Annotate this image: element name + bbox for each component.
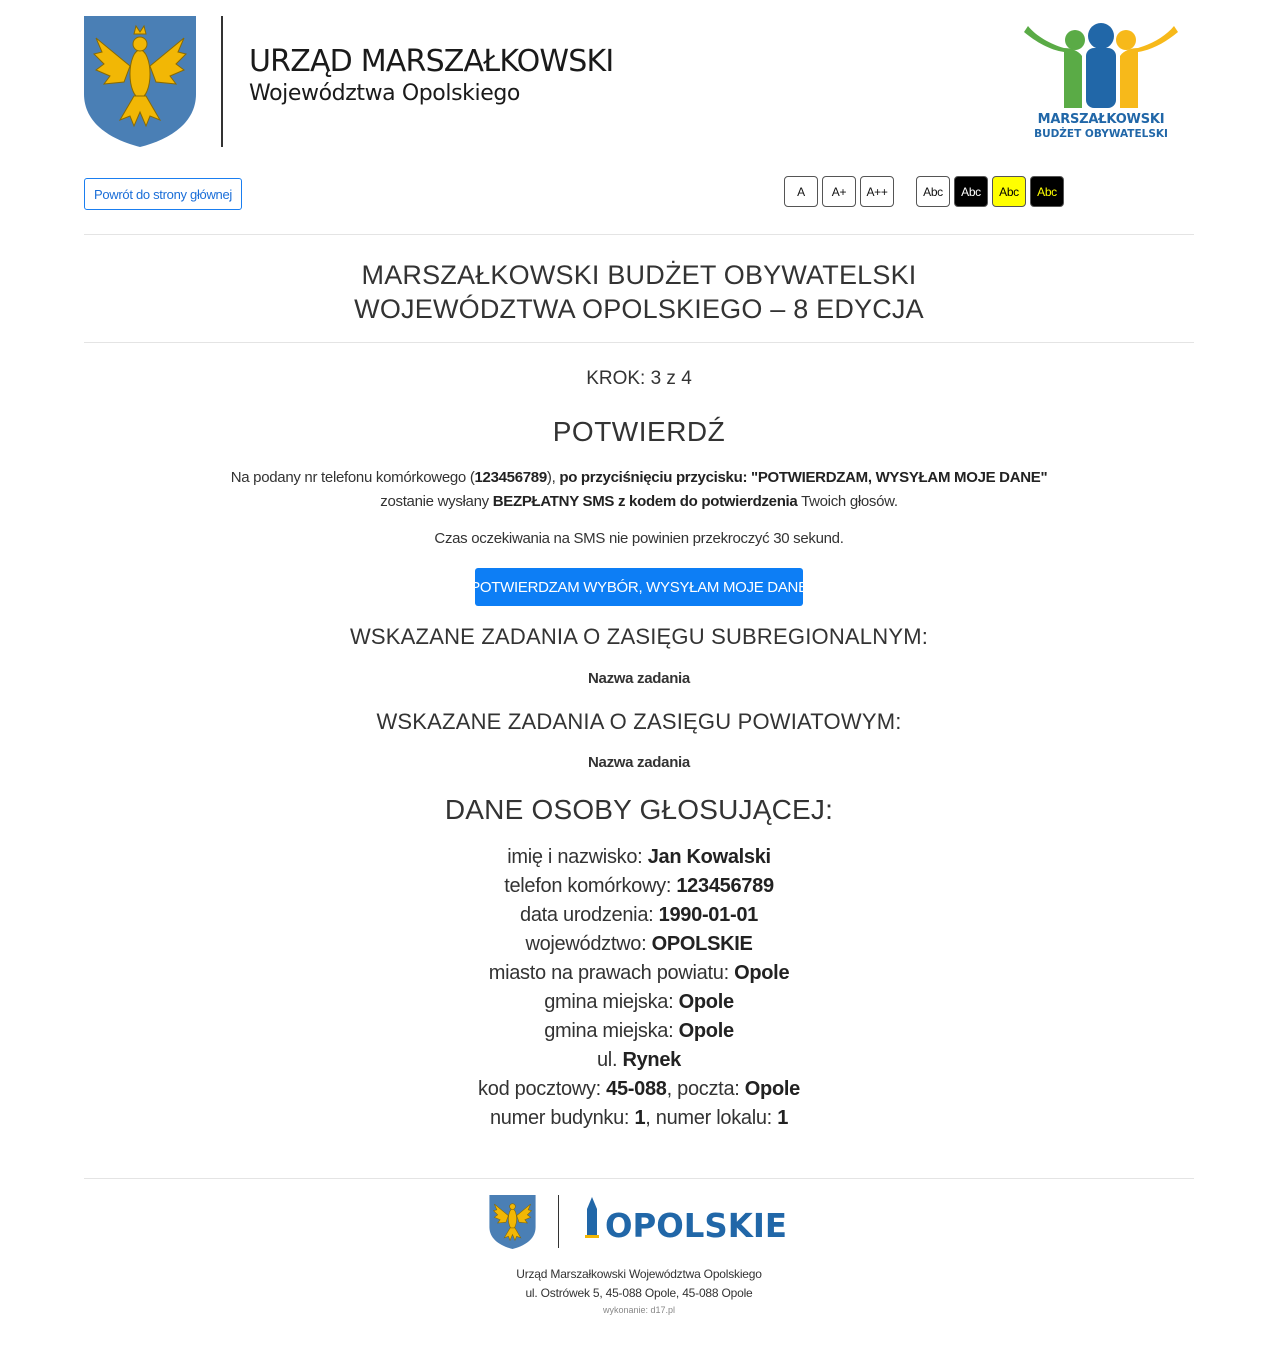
footer-address xyxy=(84,1265,1194,1303)
mbo-people-icon xyxy=(1020,22,1182,108)
confirm-heading: POTWIERDŹ xyxy=(552,416,726,447)
voter-gmina-row: gmina miejska: Opole xyxy=(544,991,734,1013)
footer-credit-link[interactable]: wykonanie: d17.pl xyxy=(602,1305,676,1315)
voter-street-row: ul. Rynek xyxy=(596,1049,681,1071)
office-logo xyxy=(84,16,644,147)
contrast-yellow-black-button[interactable]: Abc xyxy=(992,176,1026,207)
divider xyxy=(84,342,1194,343)
opole-coat-of-arms-icon xyxy=(489,1195,536,1249)
footer-address-line1: Urząd Marszałkowski Województwa Opolskiego xyxy=(516,1267,762,1281)
office-title: URZĄD MARSZAŁKOWSKI xyxy=(249,44,614,79)
confirm-send-data-button[interactable]: POTWIERDZAM WYBÓR, WYSYŁAM MOJE DANE xyxy=(475,568,803,606)
page-title xyxy=(84,258,1194,326)
contrast-black-yellow-button[interactable]: Abc xyxy=(1030,176,1064,207)
voter-name-row: imię i nazwisko: Jan Kowalski xyxy=(507,846,771,868)
opolskie-brand-logo xyxy=(585,1195,789,1249)
contrast-black-white-button[interactable]: Abc xyxy=(954,176,988,207)
voter-postcode-row: kod pocztowy: 45-088, poczta: Opole xyxy=(478,1078,800,1100)
voter-building-row: numer budynku: 1, numer lokalu: 1 xyxy=(489,1107,789,1129)
opolskie-brand-text: OPOLSKIE xyxy=(605,1206,787,1245)
voter-voivodeship-row: województwo: OPOLSKIE xyxy=(525,933,753,955)
office-subtitle: Województwa Opolskiego xyxy=(249,81,520,106)
county-task-name: Nazwa zadania xyxy=(588,754,690,771)
footer-address-line2: ul. Ostrówek 5, 45-088 Opole, 45-088 Opole xyxy=(525,1286,753,1300)
contrast-default-button[interactable]: Abc xyxy=(916,176,950,207)
voter-phone-row: telefon komórkowy: 123456789 xyxy=(504,875,774,897)
opole-coat-of-arms-icon xyxy=(84,16,196,147)
voter-data-heading: DANE OSOBY GŁOSUJĄCEJ: xyxy=(444,794,834,825)
sms-info-text xyxy=(84,466,1194,514)
info-text: ), xyxy=(546,469,560,486)
voter-city-row: miasto na prawach powiatu: Opole xyxy=(488,962,790,984)
page-title-line1: MARSZAŁKOWSKI BUDŻET OBYWATELSKI xyxy=(361,260,917,290)
voter-birth-row: data urodzenia: 1990-01-01 xyxy=(520,904,758,926)
mbo-logo-line2: BUDŻET OBYWATELSKI xyxy=(1034,128,1168,140)
divider xyxy=(84,234,1194,235)
footer-logo xyxy=(489,1195,789,1249)
font-size-controls xyxy=(784,176,894,207)
info-button-hint: po przyciśnięciu przycisku: "POTWIERDZAM, WYSYŁAM MOJE DANE" xyxy=(559,469,1048,486)
mbo-logo-line1: MARSZAŁKOWSKI xyxy=(1037,112,1165,127)
info-text: zostanie wysłany xyxy=(380,493,493,510)
info-free-sms: BEZPŁATNY SMS z kodem do potwierdzenia xyxy=(492,493,798,510)
mbo-logo xyxy=(1020,22,1182,142)
subregional-task-name: Nazwa zadania xyxy=(588,670,690,687)
voter-gmina-row: gmina miejska: Opole xyxy=(544,1020,734,1042)
font-size-large-button[interactable]: A+ xyxy=(822,176,856,207)
info-phone: 123456789 xyxy=(474,469,547,486)
voter-data xyxy=(84,843,1194,1133)
subregional-tasks-heading: WSKAZANE ZADANIA O ZASIĘGU SUBREGIONALNYM: xyxy=(349,624,929,649)
header-divider xyxy=(221,16,223,147)
footer-logo-divider xyxy=(558,1195,559,1248)
county-tasks-heading: WSKAZANE ZADANIA O ZASIĘGU POWIATOWYM: xyxy=(376,709,902,734)
page-title-line2: WOJEWÓDZTWA OPOLSKIEGO – 8 EDYCJA xyxy=(354,294,924,324)
font-size-xlarge-button[interactable]: A++ xyxy=(860,176,894,207)
info-text: Twoich głosów. xyxy=(797,493,898,510)
back-to-home-button[interactable]: Powrót do strony głównej xyxy=(84,178,242,210)
sms-wait-text: Czas oczekiwania na SMS nie powinien przekroczyć 30 sekund. xyxy=(434,530,844,547)
contrast-controls xyxy=(916,176,1064,207)
step-indicator: KROK: 3 z 4 xyxy=(586,368,692,389)
font-size-normal-button[interactable]: A xyxy=(784,176,818,207)
info-text: Na podany nr telefonu komórkowego ( xyxy=(230,469,475,486)
divider xyxy=(84,1178,1194,1179)
